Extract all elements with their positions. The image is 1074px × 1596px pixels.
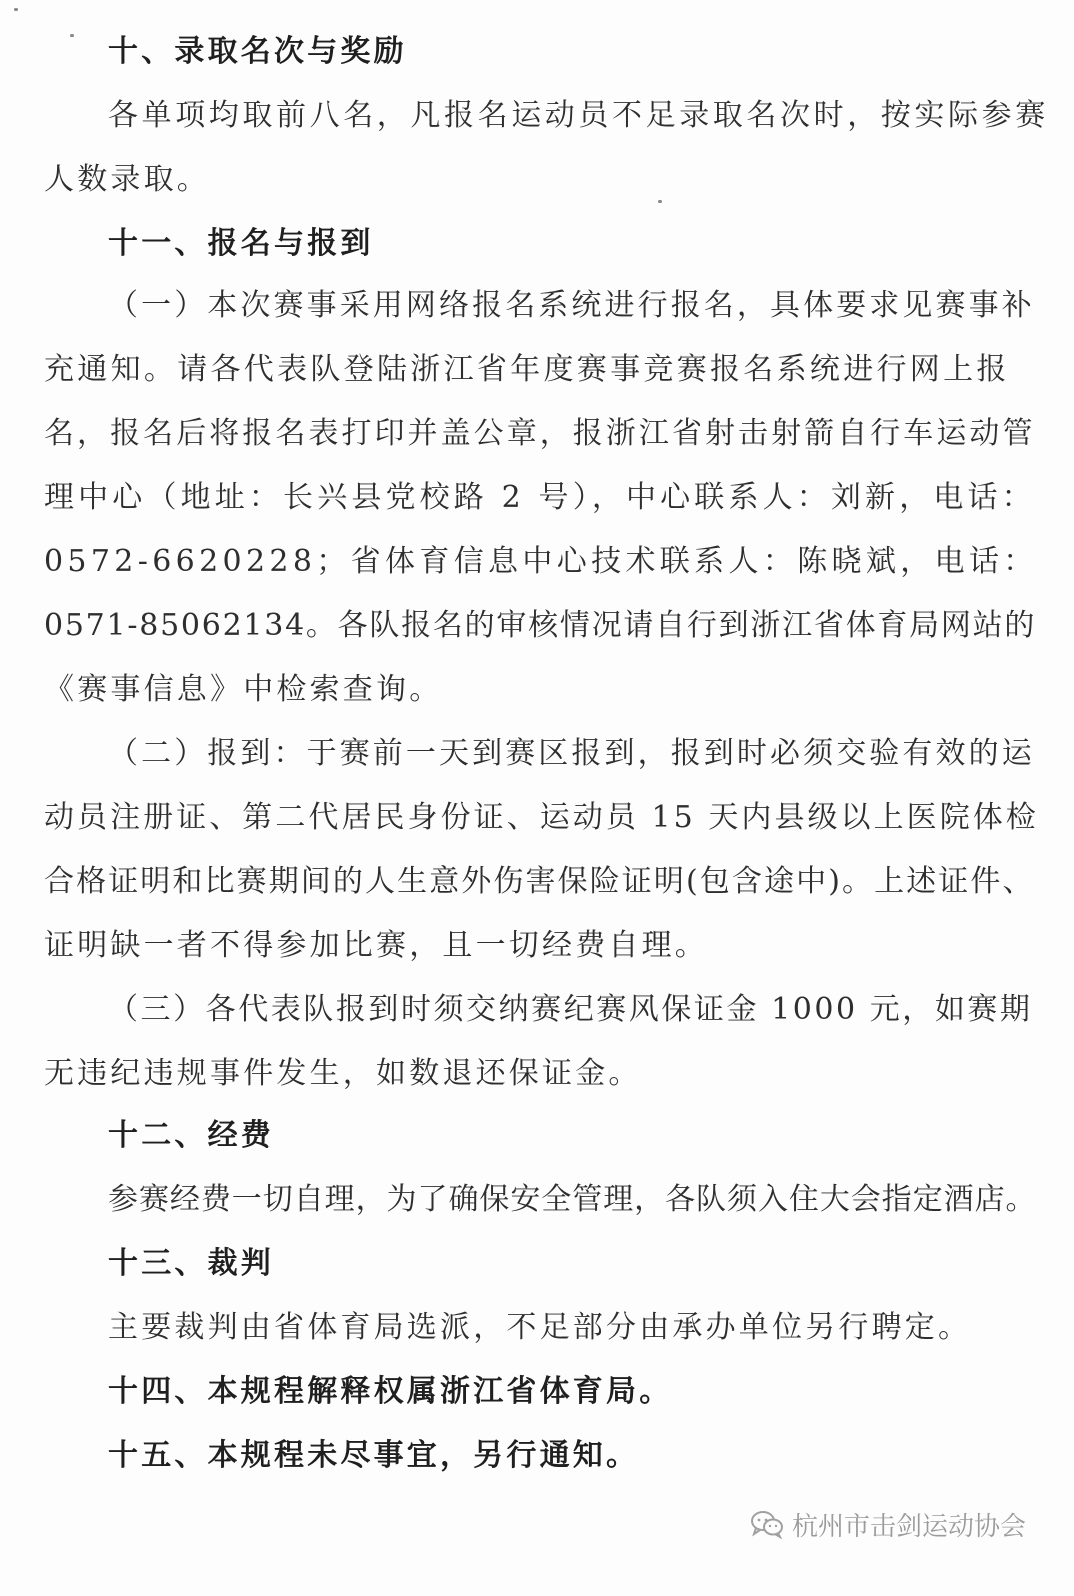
section-11-text-line: 0572-6620228；省体育信息中心技术联系人：陈晓斌，电话： bbox=[44, 544, 1038, 579]
section-11-text-line: 名，报名后将报名表打印并盖公章，报浙江省射击射箭自行车运动管 bbox=[44, 416, 1036, 451]
section-11-text-line: 证明缺一者不得参加比赛，且一切经费自理。 bbox=[44, 928, 708, 963]
section-15-heading: 十五、本规程未尽事宜，另行通知。 bbox=[108, 1438, 640, 1473]
section-12-heading: 十二、经费 bbox=[108, 1118, 274, 1153]
section-11-text-line: 充通知。请各代表队登陆浙江省年度赛事竞赛报名系统进行网上报 bbox=[44, 352, 1010, 387]
section-11-text-line: 动员注册证、第二代居民身份证、运动员 15 天内县级以上医院体检 bbox=[44, 800, 1039, 835]
section-11-text-line: 合格证明和比赛期间的人生意外伤害保险证明(包含途中)。上述证件、 bbox=[44, 864, 1035, 899]
section-11-text-line: 0571-85062134。各队报名的审核情况请自行到浙江省体育局网站的 bbox=[44, 608, 1037, 643]
section-11-text-line: 无违纪违规事件发生，如数退还保证金。 bbox=[44, 1056, 642, 1091]
section-13-heading: 十三、裁判 bbox=[108, 1246, 274, 1281]
section-11-text-line: （一）本次赛事采用网络报名系统进行报名，具体要求见赛事补 bbox=[108, 288, 1035, 323]
section-11-text-line: （三）各代表队报到时须交纳赛纪赛风保证金 1000 元，如赛期 bbox=[108, 992, 1033, 1027]
section-10-text-line: 人数录取。 bbox=[44, 162, 210, 197]
section-11-text-line: （二）报到：于赛前一天到赛区报到，报到时必须交验有效的运 bbox=[108, 736, 1035, 771]
scan-speck bbox=[70, 34, 74, 37]
watermark bbox=[750, 1504, 1026, 1544]
section-10-text-line: 各单项均取前八名，凡报名运动员不足录取名次时，按实际参赛 bbox=[108, 98, 1049, 133]
watermark-text: 杭州市击剑运动协会 bbox=[792, 1511, 1027, 1542]
section-13-text-line: 主要裁判由省体育局选派，不足部分由承办单位另行聘定。 bbox=[108, 1310, 972, 1345]
section-14-heading: 十四、本规程解释权属浙江省体育局。 bbox=[108, 1374, 673, 1409]
section-12-text-line: 参赛经费一切自理，为了确保安全管理，各队须入住大会指定酒店。 bbox=[108, 1182, 1037, 1217]
section-10-heading: 十、录取名次与奖励 bbox=[108, 34, 407, 69]
section-11-heading: 十一、报名与报到 bbox=[108, 226, 374, 261]
section-11-text-line: 《赛事信息》中检索查询。 bbox=[44, 672, 443, 707]
wechat-icon bbox=[750, 1509, 784, 1539]
scan-speck bbox=[658, 200, 662, 203]
scan-speck bbox=[14, 8, 18, 11]
section-11-text-line: 理中心（地址：长兴县党校路 2 号），中心联系人：刘新，电话： bbox=[44, 480, 1036, 515]
